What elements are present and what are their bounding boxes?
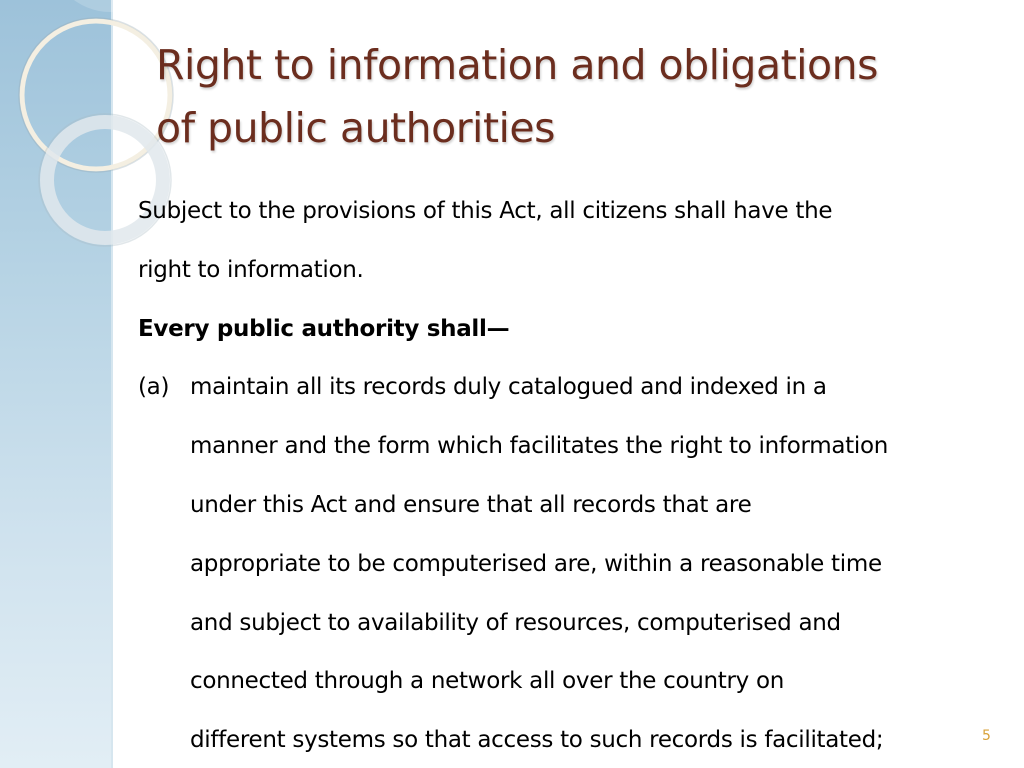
list-item-line: manner and the form which facilitates the right to information: [190, 433, 888, 460]
slide-title-line: Right to information and obligations: [156, 41, 878, 89]
list-item-line: different systems so that access to such records is facilitated;: [190, 727, 884, 754]
slide-body: [138, 182, 1018, 768]
list-item-line: maintain all its records duly catalogued and indexed in a: [190, 374, 827, 401]
intro-line: Subject to the provisions of this Act, all citizens shall have the: [138, 198, 833, 224]
list-item-line: under this Act and ensure that all records that are: [190, 491, 752, 518]
slide-title: [156, 34, 996, 160]
list-item-label: (a): [138, 374, 170, 401]
list-item-text: [190, 358, 1018, 768]
list-item-line: and subject to availability of resources, computerised and: [190, 609, 841, 636]
section-heading: Every public authority shall—: [138, 315, 510, 342]
list-item-a: [138, 358, 1018, 768]
list-item-line: connected through a network all over the country on: [190, 668, 785, 695]
list-item-line: appropriate to be computerised are, within a reasonable time: [190, 550, 882, 577]
slide-title-line: of public authorities: [156, 104, 555, 152]
intro-line: right to information.: [138, 256, 364, 283]
page-number: 5: [982, 728, 991, 744]
